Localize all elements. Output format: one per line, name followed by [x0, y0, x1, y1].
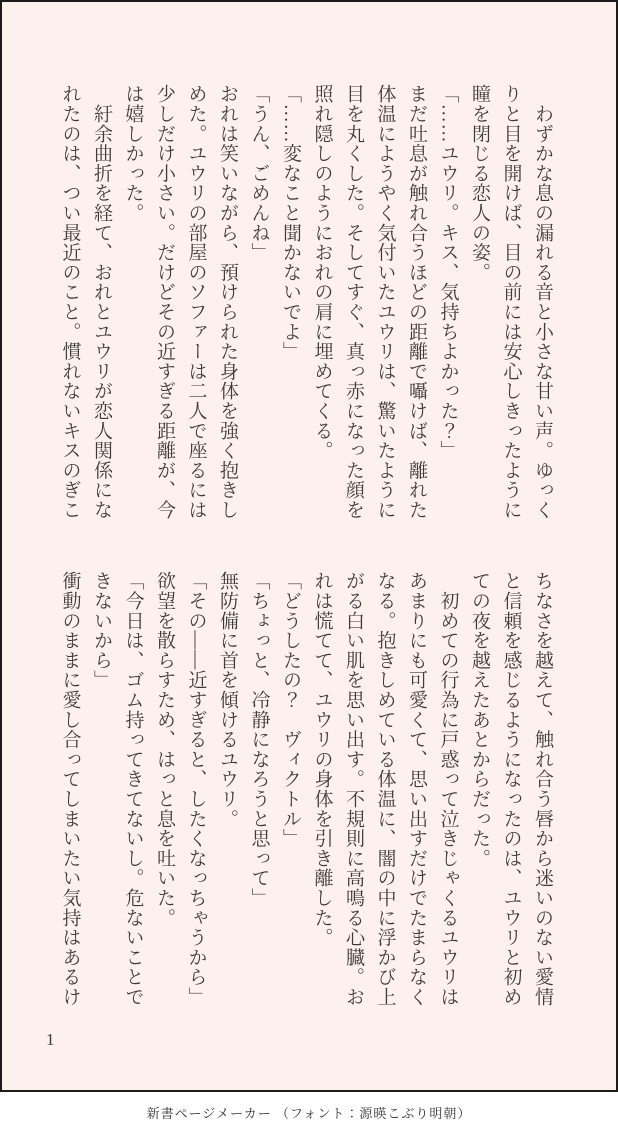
text-line: ちなさを越えて、触れ合う唇から迷いのない愛情: [532, 571, 553, 1007]
text-line: と信頼を感じるようになったのは、ユウリと初め: [500, 571, 522, 1007]
page-number: 1: [46, 1030, 55, 1049]
text-line: 目を丸くした。そしてすぐ、真っ赤になった顔を: [343, 84, 364, 520]
text-line: りと目を開けば、目の前には安心しきったように: [500, 84, 522, 520]
text-line: 「ちょっと、冷静になろうと思って」: [248, 571, 270, 908]
text-line: なる。抱きしめている体温に、闇の中に浮かび上: [374, 571, 396, 1007]
text-line: 「……変なこと聞かないでよ」: [280, 84, 301, 362]
footer-caption: 新書ページメーカー （フォント：源暎こぶり明朝）: [146, 1105, 472, 1121]
text-line: あまりにも可愛くて、思い出すだけでたまらなく: [406, 571, 427, 1007]
text-line: 「どうしたの？ ヴィクトル」: [280, 571, 301, 849]
text-line: 「今日は、ゴム持ってきてないし。危ないことで: [122, 571, 144, 1007]
text-line: おれは笑いながら、預けられた身体を強く抱きし: [217, 84, 238, 520]
text-line: 「その――近すぎると、したくなっちゃうから」: [185, 571, 207, 1007]
footer-caption-strip: [0, 1092, 618, 1132]
text-line: 衝動のままに愛し合ってしまいたい気持はあるけ: [59, 571, 81, 1007]
text-line: 少しだけ小さい。だけどその近すぎる距離が、今: [154, 84, 175, 520]
text-line: まだ吐息が触れ合うほどの距離で囁けば、離れた: [406, 84, 427, 520]
text-line: 体温にようやく気付いたユウリは、驚いたように: [374, 84, 396, 520]
text-line: れたのは、つい最近のこと。慣れないキスのぎこ: [59, 84, 81, 520]
text-line: きないから」: [91, 571, 112, 690]
text-line: 照れ隠しのようにおれの肩に埋めてくる。: [311, 84, 333, 461]
text-line: 瞳を閉じる恋人の姿。: [469, 84, 490, 282]
text-line: 欲望を散らすため、はっと息を吐いた。: [154, 571, 175, 928]
text-line: ての夜を越えたあとからだった。: [469, 571, 490, 868]
text-block-bottom: [54, 571, 558, 1019]
text-line: がる白い肌を思い出す。不規則に高鳴る心臓。お: [343, 571, 364, 1007]
text-line: 無防備に首を傾けるユウリ。: [217, 571, 238, 829]
text-block-top: [54, 84, 558, 532]
text-line: めた。ユウリの部屋のソファーは二人で座るには: [185, 84, 207, 520]
text-line: れは慌てて、ユウリの身体を引き離した。: [311, 571, 333, 948]
text-line: わずかな息の漏れる音と小さな甘い声。ゆっく: [532, 84, 553, 520]
text-line: は嬉しかった。: [122, 84, 144, 223]
text-line: 「……ユウリ。キス、気持ちよかった？」: [437, 84, 459, 461]
text-line: 「うん、ごめんね」: [248, 84, 270, 263]
text-line: 初めての行為に戸惑って泣きじゃくるユウリは: [437, 571, 459, 1007]
text-line: 紆余曲折を経て、おれとユウリが恋人関係にな: [91, 84, 112, 520]
